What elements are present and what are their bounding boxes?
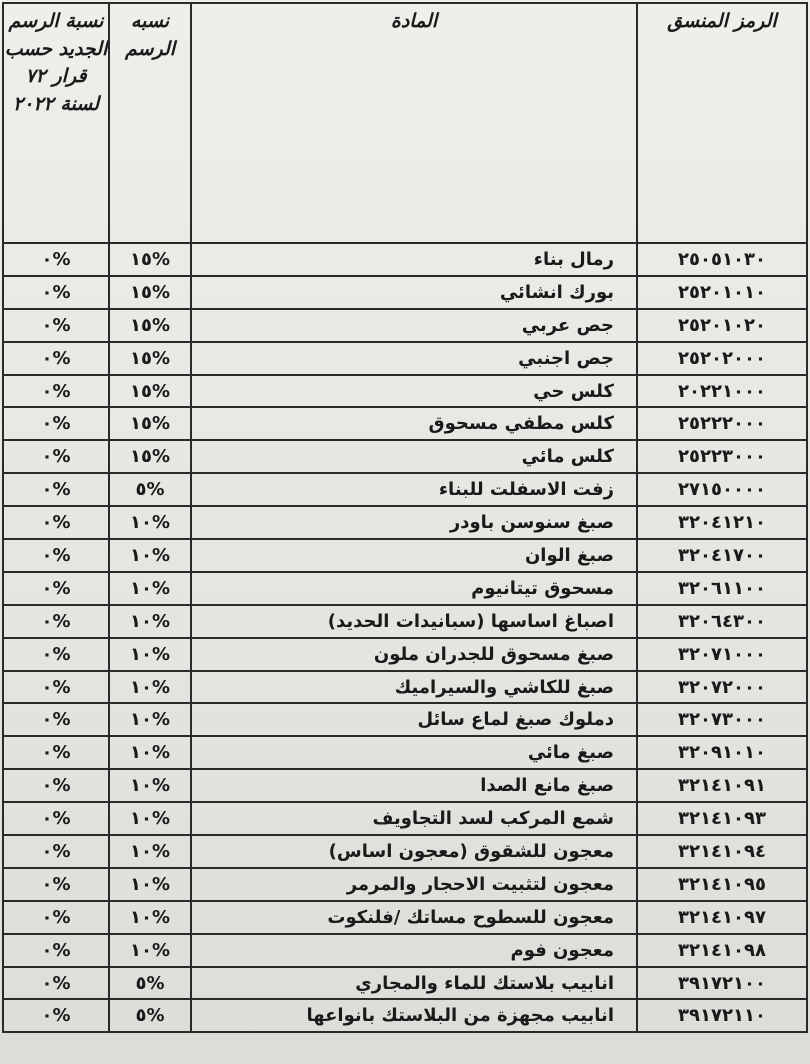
hs-code-cell: ٣٢٠٦٤٣٠٠ (637, 605, 807, 638)
table-row (3, 407, 807, 440)
rate-cell: %١٥ (109, 375, 191, 408)
hs-code-cell: ٣٢١٤١٠٩٤ (637, 835, 807, 868)
material-cell: معجون فوم (191, 934, 637, 967)
hs-code-cell: ٣٢٠٧٣٠٠٠ (637, 703, 807, 736)
table-row (3, 342, 807, 375)
table-row (3, 736, 807, 769)
material-cell: كلس حي (191, 375, 637, 408)
material-cell: صبغ سنوسن باودر (191, 506, 637, 539)
table-row (3, 572, 807, 605)
rate-cell: %١٠ (109, 835, 191, 868)
new-rate-cell: %٠ (3, 243, 109, 276)
rate-cell: %١٥ (109, 309, 191, 342)
rate-cell: %١٠ (109, 671, 191, 704)
material-cell: شمع المركب لسد التجاويف (191, 802, 637, 835)
table-row (3, 671, 807, 704)
new-rate-cell: %٠ (3, 638, 109, 671)
new-rate-cell: %٠ (3, 868, 109, 901)
new-rate-cell: %٠ (3, 407, 109, 440)
table-row (3, 703, 807, 736)
new-rate-cell: %٠ (3, 736, 109, 769)
new-rate-cell: %٠ (3, 605, 109, 638)
hs-code-cell: ٣٢٠٧١٠٠٠ (637, 638, 807, 671)
new-rate-cell: %٠ (3, 769, 109, 802)
material-cell: صبغ للكاشي والسيراميك (191, 671, 637, 704)
table-header-row (3, 3, 807, 243)
table-row (3, 967, 807, 1000)
material-cell: معجون للسطوح مساتك /فلنكوت (191, 901, 637, 934)
table-body (3, 243, 807, 1032)
hs-code-cell: ٢٥٢٠١٠٢٠ (637, 309, 807, 342)
new-rate-cell: %٠ (3, 835, 109, 868)
hs-code-cell: ٢٠٢٢١٠٠٠ (637, 375, 807, 408)
new-rate-cell: %٠ (3, 440, 109, 473)
new-rate-cell: %٠ (3, 473, 109, 506)
header-rate: نسبه الرسم (109, 3, 191, 243)
hs-code-cell: ٣٢١٤١٠٩٥ (637, 868, 807, 901)
hs-code-cell: ٢٥٢٢٣٠٠٠ (637, 440, 807, 473)
new-rate-cell: %٠ (3, 276, 109, 309)
table-row (3, 868, 807, 901)
material-cell: جص اجنبي (191, 342, 637, 375)
rate-cell: %١٠ (109, 539, 191, 572)
rate-cell: %١٥ (109, 440, 191, 473)
rate-cell: %١٥ (109, 342, 191, 375)
table-row (3, 769, 807, 802)
rate-cell: %١٠ (109, 901, 191, 934)
header-material: المادة (191, 3, 637, 243)
material-cell: زفت الاسفلت للبناء (191, 473, 637, 506)
hs-code-cell: ٣٢٠٤١٢١٠ (637, 506, 807, 539)
new-rate-cell: %٠ (3, 802, 109, 835)
hs-code-cell: ٣٢٠٩١٠١٠ (637, 736, 807, 769)
new-rate-cell: %٠ (3, 342, 109, 375)
new-rate-cell: %٠ (3, 572, 109, 605)
rate-cell: %١٠ (109, 934, 191, 967)
rate-cell: %١٠ (109, 802, 191, 835)
tariff-table (2, 2, 808, 1033)
rate-cell: %١٠ (109, 638, 191, 671)
new-rate-cell: %٠ (3, 309, 109, 342)
rate-cell: %١٠ (109, 769, 191, 802)
table-row (3, 473, 807, 506)
rate-cell: %١٠ (109, 703, 191, 736)
table-row (3, 638, 807, 671)
hs-code-cell: ٣٢١٤١٠٩٨ (637, 934, 807, 967)
material-cell: كلس مطفي مسحوق (191, 407, 637, 440)
table-row (3, 999, 807, 1032)
hs-code-cell: ٢٥٠٥١٠٣٠ (637, 243, 807, 276)
header-new-rate: نسبة الرسم الجديد حسب قرار ٧٢ لسنة ٢٠٢٢ (3, 3, 109, 243)
material-cell: صبغ الوان (191, 539, 637, 572)
hs-code-cell: ٢٥٢٢٢٠٠٠ (637, 407, 807, 440)
material-cell: انابيب بلاستك للماء والمجاري (191, 967, 637, 1000)
table-row (3, 901, 807, 934)
new-rate-cell: %٠ (3, 539, 109, 572)
rate-cell: %١٥ (109, 276, 191, 309)
rate-cell: %١٥ (109, 407, 191, 440)
material-cell: دملوك صبغ لماع سائل (191, 703, 637, 736)
material-cell: انابيب مجهزة من البلاستك بانواعها (191, 999, 637, 1032)
hs-code-cell: ٣٩١٧٢١١٠ (637, 999, 807, 1032)
material-cell: بورك انشائي (191, 276, 637, 309)
table-row (3, 440, 807, 473)
table-row (3, 605, 807, 638)
hs-code-cell: ٢٥٢٠٢٠٠٠ (637, 342, 807, 375)
material-cell: مسحوق تيتانيوم (191, 572, 637, 605)
rate-cell: %١٥ (109, 243, 191, 276)
table-row (3, 243, 807, 276)
rate-cell: %١٠ (109, 572, 191, 605)
table-row (3, 309, 807, 342)
new-rate-cell: %٠ (3, 999, 109, 1032)
rate-cell: %٥ (109, 967, 191, 1000)
hs-code-cell: ٢٧١٥٠٠٠٠ (637, 473, 807, 506)
new-rate-cell: %٠ (3, 375, 109, 408)
rate-cell: %١٠ (109, 605, 191, 638)
header-code: الرمز المنسق (637, 3, 807, 243)
rate-cell: %٥ (109, 999, 191, 1032)
material-cell: صبغ مانع الصدا (191, 769, 637, 802)
table-row (3, 835, 807, 868)
new-rate-cell: %٠ (3, 703, 109, 736)
rate-cell: %١٠ (109, 868, 191, 901)
hs-code-cell: ٢٥٢٠١٠١٠ (637, 276, 807, 309)
hs-code-cell: ٣٢٠٦١١٠٠ (637, 572, 807, 605)
hs-code-cell: ٣٢٠٤١٧٠٠ (637, 539, 807, 572)
table-row (3, 539, 807, 572)
table-row (3, 506, 807, 539)
hs-code-cell: ٣٩١٧٢١٠٠ (637, 967, 807, 1000)
material-cell: معجون للشقوق (معجون اساس) (191, 835, 637, 868)
material-cell: اصباغ اساسها (سبانيدات الحديد) (191, 605, 637, 638)
table-row (3, 802, 807, 835)
material-cell: رمال بناء (191, 243, 637, 276)
table-row (3, 934, 807, 967)
new-rate-cell: %٠ (3, 901, 109, 934)
hs-code-cell: ٣٢١٤١٠٩٣ (637, 802, 807, 835)
material-cell: صبغ مسحوق للجدران ملون (191, 638, 637, 671)
hs-code-cell: ٣٢٠٧٢٠٠٠ (637, 671, 807, 704)
new-rate-cell: %٠ (3, 967, 109, 1000)
rate-cell: %١٠ (109, 506, 191, 539)
material-cell: جص عربي (191, 309, 637, 342)
material-cell: كلس مائي (191, 440, 637, 473)
hs-code-cell: ٣٢١٤١٠٩٧ (637, 901, 807, 934)
new-rate-cell: %٠ (3, 506, 109, 539)
table-row (3, 276, 807, 309)
rate-cell: %١٠ (109, 736, 191, 769)
material-cell: معجون لتثبيت الاحجار والمرمر (191, 868, 637, 901)
new-rate-cell: %٠ (3, 671, 109, 704)
hs-code-cell: ٣٢١٤١٠٩١ (637, 769, 807, 802)
rate-cell: %٥ (109, 473, 191, 506)
material-cell: صبغ مائي (191, 736, 637, 769)
table-row (3, 375, 807, 408)
new-rate-cell: %٠ (3, 934, 109, 967)
